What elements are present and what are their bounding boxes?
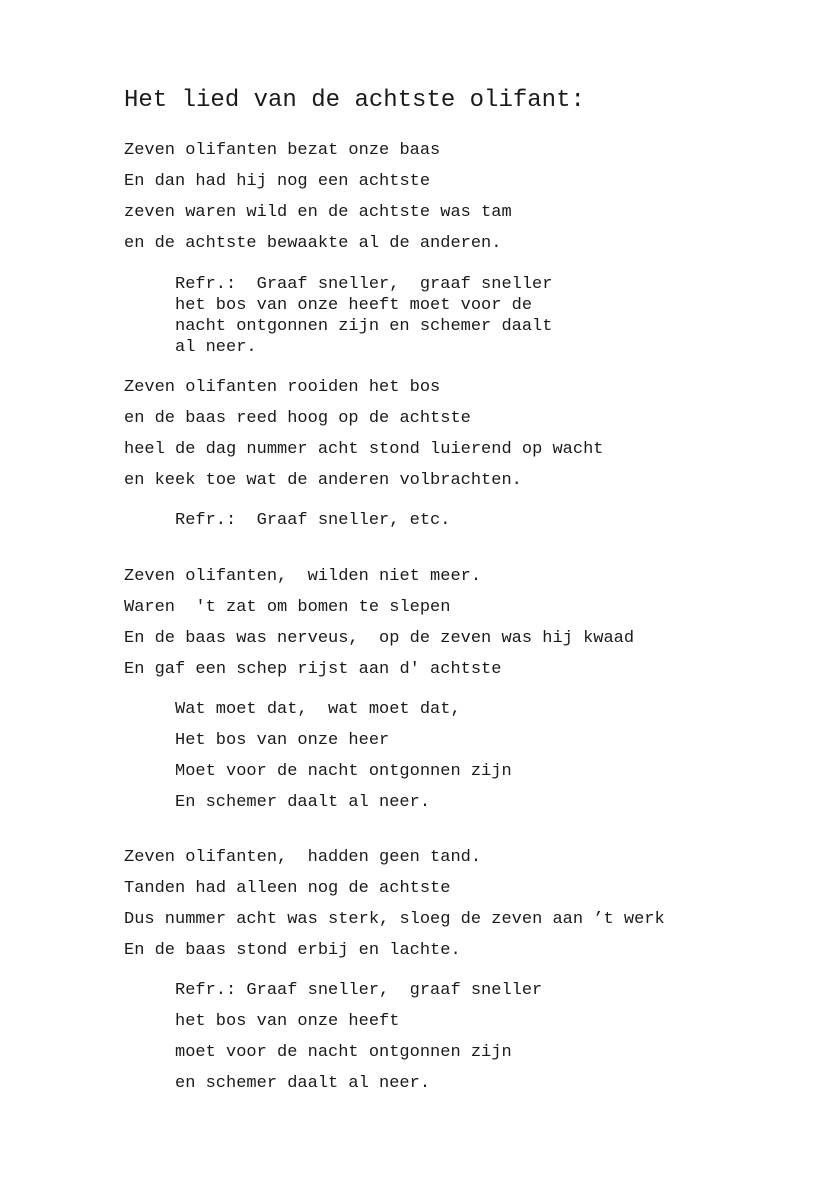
refrain1-line-1: Refr.: Graaf sneller, graaf sneller [175, 275, 553, 294]
stanza3-line-2: Waren 't zat om bomen te slepen [124, 598, 451, 617]
stanza2-line-1: Zeven olifanten rooiden het bos [124, 378, 441, 397]
refrain3-line-4: En schemer daalt al neer. [175, 793, 431, 812]
refrain1-line-2: het bos van onze heeft moet voor de [175, 296, 533, 315]
stanza2-line-2: en de baas reed hoog op de achtste [124, 409, 471, 428]
refrain4-line-3: moet voor de nacht ontgonnen zijn [175, 1043, 512, 1062]
refrain3-line-2: Het bos van onze heer [175, 731, 390, 750]
refrain1-line-4: al neer. [175, 338, 257, 357]
refrain1-line-3: nacht ontgonnen zijn en schemer daalt [175, 317, 553, 336]
stanza4-line-1: Zeven olifanten, hadden geen tand. [124, 848, 482, 867]
refrain3-line-1: Wat moet dat, wat moet dat, [175, 700, 461, 719]
stanza1-line-1: Zeven olifanten bezat onze baas [124, 141, 441, 160]
refrain4-line-1: Refr.: Graaf sneller, graaf sneller [175, 981, 543, 1000]
song-title: Het lied van de achtste olifant: [124, 87, 585, 114]
stanza4-line-4: En de baas stond erbij en lachte. [124, 941, 461, 960]
stanza3-line-1: Zeven olifanten, wilden niet meer. [124, 567, 482, 586]
refrain2-line-1: Refr.: Graaf sneller, etc. [175, 511, 451, 530]
stanza2-line-4: en keek toe wat de anderen volbrachten. [124, 471, 522, 490]
refrain4-line-4: en schemer daalt al neer. [175, 1074, 431, 1093]
stanza3-line-3: En de baas was nerveus, op de zeven was hij kwaad [124, 629, 635, 648]
stanza3-line-4: En gaf een schep rijst aan d' achtste [124, 660, 502, 679]
stanza1-line-4: en de achtste bewaakte al de anderen. [124, 234, 502, 253]
stanza2-line-3: heel de dag nummer acht stond luierend op wacht [124, 440, 604, 459]
stanza4-line-3: Dus nummer acht was sterk, sloeg de zeven aan ’t werk [124, 910, 665, 929]
stanza1-line-3: zeven waren wild en de achtste was tam [124, 203, 512, 222]
stanza4-line-2: Tanden had alleen nog de achtste [124, 879, 451, 898]
stanza1-line-2: En dan had hij nog een achtste [124, 172, 431, 191]
refrain3-line-3: Moet voor de nacht ontgonnen zijn [175, 762, 512, 781]
refrain4-line-2: het bos van onze heeft [175, 1012, 400, 1031]
